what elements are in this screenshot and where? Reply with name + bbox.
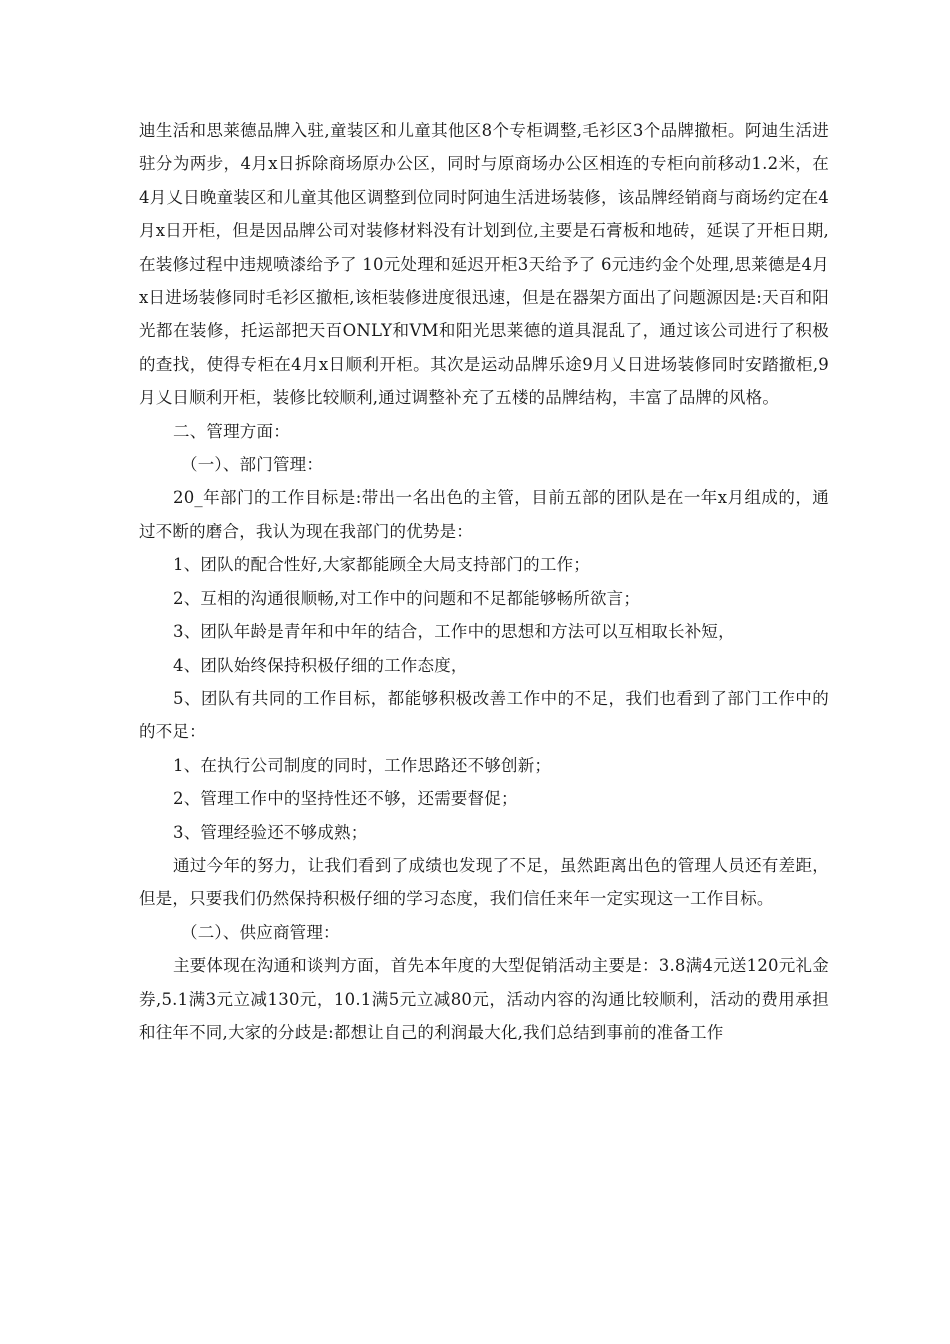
paragraph-department-goal: 20_年部门的工作目标是:带出一名出色的主管，目前五部的团队是在一年x月组成的，通过不断的磨合，我认为现在我部门的优势是：	[139, 488, 829, 541]
subheading-department-management: （一）、部门管理：	[181, 455, 324, 475]
paragraph-brand-entry: 迪生活和思莱德品牌入驻,童装区和儿童其他区8个专柜调整,毛衫区3个品牌撤柜。阿迪生活进驻分为两步，4月x日拆除商场原办公区，同时与原商场办公区相连的专柜向前移动1.2米，在4月乂日晚童装区和儿童其他区调整到位同时阿迪生活进场装修，该品牌经销商与商场约定在4月x日开柜，但是因品牌公司对装修材料没有计划到位,主要是石膏板和地砖，延误了开柜日期,在装修过程中违规喷漆给予了 10元处理和延迟开柜3天给予了 6元违约金个处理,思莱德是4月x日进场装修同时毛衫区撤柜,该柜装修进度很迅速，但是在器架方面出了问题源因是:天百和阳光都在装修，托运部把天百ONLY和VM和阳光思莱德的道具混乱了，通过该公司进行了积极的查找，使得专柜在4月x日顺利开柜。其次是运动品牌乐途9月乂日进场装修同时安踏撤柜,9月乂日顺利开柜，装修比较顺利,通过调整补充了五楼的品牌结构，丰富了品牌的风格。	[139, 121, 829, 408]
heading-management: 二、管理方面：	[173, 421, 290, 441]
list-item-advantage-3: 3、团队年龄是青年和中年的结合，工作中的思想和方法可以互相取长补短，	[173, 622, 735, 642]
list-item-advantage-1: 1、团队的配合性好,大家都能顾全大局支持部门的工作；	[173, 555, 590, 575]
document-body	[139, 114, 829, 1049]
paragraph-summary: 通过今年的努力，让我们看到了成绩也发现了不足，虽然距离出色的管理人员还有差距，但是，只要我们仍然保持积极仔细的学习态度，我们信任来年一定实现这一工作目标。	[139, 855, 829, 909]
subheading-supplier-management: （二）、供应商管理：	[181, 922, 340, 942]
list-item-advantage-4: 4、团队始终保持积极仔细的工作态度，	[173, 655, 468, 675]
list-item-shortcoming-1: 1、在执行公司制度的同时，工作思路还不够创新；	[173, 755, 552, 775]
list-item-advantage-2: 2、互相的沟通很顺畅,对工作中的问题和不足都能够畅所欲言；	[173, 588, 641, 608]
list-item-shortcoming-3: 3、管理经验还不够成熟；	[173, 822, 368, 842]
list-item-shortcoming-2: 2、管理工作中的坚持性还不够，还需要督促；	[173, 789, 518, 809]
list-item-advantage-5: 5、团队有共同的工作目标，都能够积极改善工作中的不足，我们也看到了部门工作中的的不足：	[139, 688, 829, 742]
paragraph-supplier-details: 主要体现在沟通和谈判方面，首先本年度的大型促销活动主要是：3.8满4元送120元礼金券,5.1满3元立减130元，10.1满5元立减80元，活动内容的沟通比较顺利，活动的费用承担和往年不同,大家的分歧是:都想让自己的利润最大化,我们总结到事前的准备工作	[139, 956, 829, 1042]
